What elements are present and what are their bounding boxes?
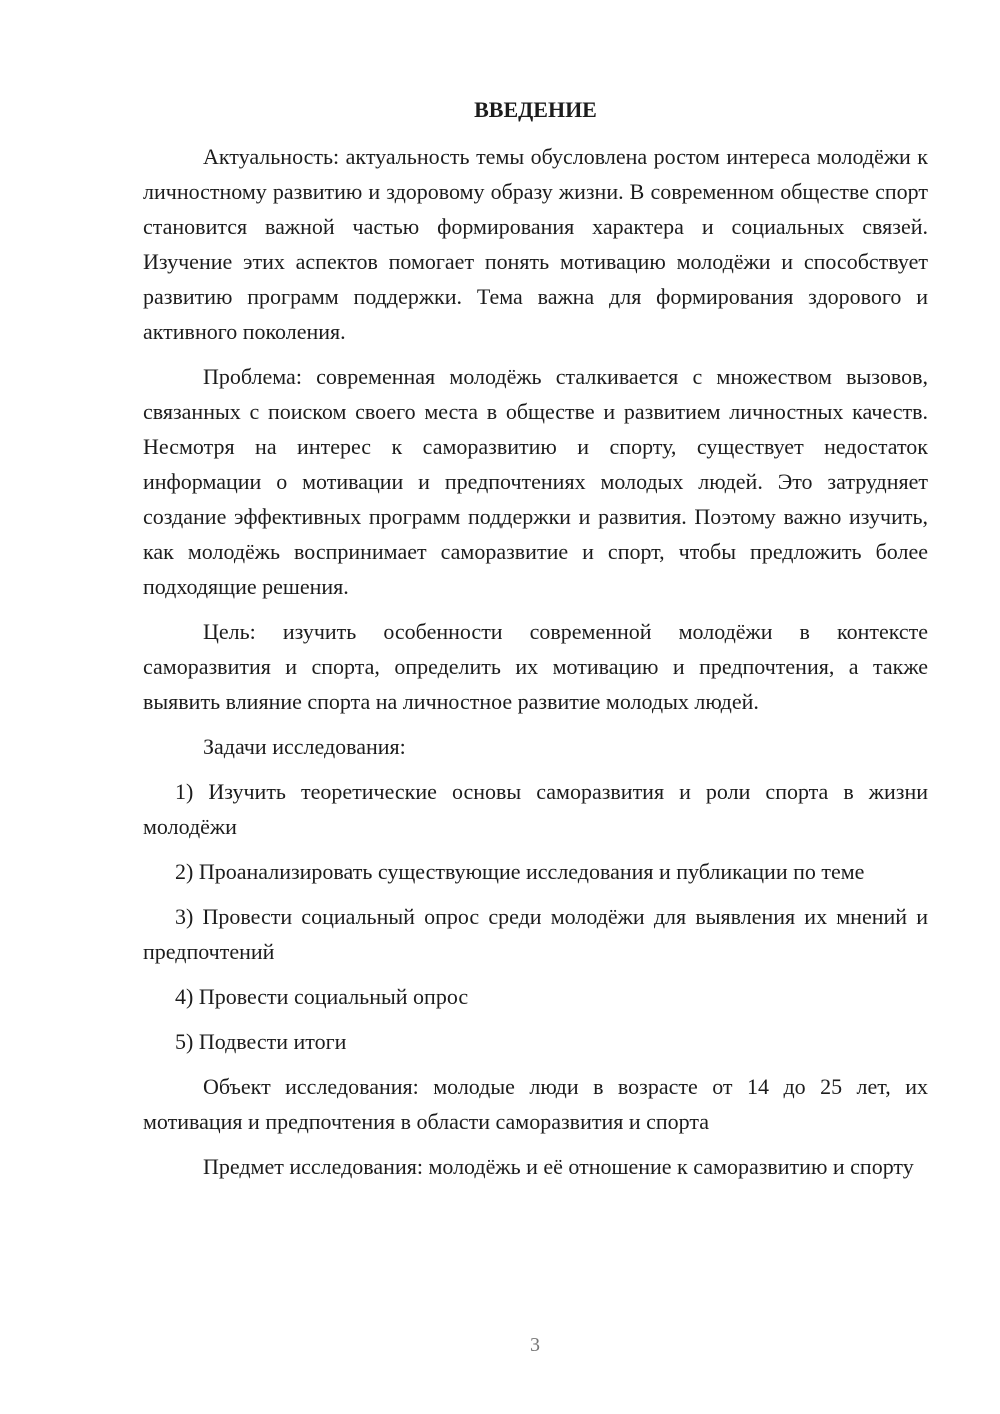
task-item-3: 3) Провести социальный опрос среди молодёжи для выявления их мнений и предпочтений (143, 904, 928, 964)
paragraph-goal: Цель: изучить особенности современной молодёжи в контексте саморазвития и спорта, определить их мотивацию и предпочтения, а также выявить влияние спорта на личностное развитие молодых людей. (143, 619, 928, 714)
paragraph-relevance: Актуальность: актуальность темы обусловлена ростом интереса молодёжи к личностному развитию и здоровому образу жизни. В современном обществе спорт становится важной частью формирования характера и социальных связей. Изучение этих аспектов помогает понять мотивацию молодёжи и способствует развитию программ поддержки. Тема важна для формирования здорового и активного поколения. (143, 144, 928, 344)
task-item-5: 5) Подвести итоги (175, 1029, 347, 1054)
document-body (143, 92, 928, 1194)
paragraph-object: Объект исследования: молодые люди в возрасте от 14 до 25 лет, их мотивация и предпочтения в области саморазвития и спорта (143, 1074, 928, 1134)
task-item-2: 2) Проанализировать существующие исследования и публикации по теме (175, 859, 865, 884)
paragraph-subject: Предмет исследования: молодёжь и её отношение к саморазвитию и спорту (203, 1154, 914, 1179)
section-title: ВВЕДЕНИЕ (474, 97, 597, 122)
tasks-heading: Задачи исследования: (203, 734, 406, 759)
paragraph-problem: Проблема: современная молодёжь сталкивается с множеством вызовов, связанных с поиском своего места в обществе и развитием личностных качеств. Несмотря на интерес к саморазвитию и спорту, существует недостаток информации о мотивации и предпочтениях молодых людей. Это затрудняет создание эффективных программ поддержки и развития. Поэтому важно изучить, как молодёжь воспринимает саморазвитие и спорт, чтобы предложить более подходящие решения. (143, 364, 928, 599)
task-item-1: 1) Изучить теоретические основы саморазвития и роли спорта в жизни молодёжи (143, 779, 928, 839)
task-item-4: 4) Провести социальный опрос (175, 984, 469, 1009)
page-number: 3 (530, 1334, 540, 1356)
